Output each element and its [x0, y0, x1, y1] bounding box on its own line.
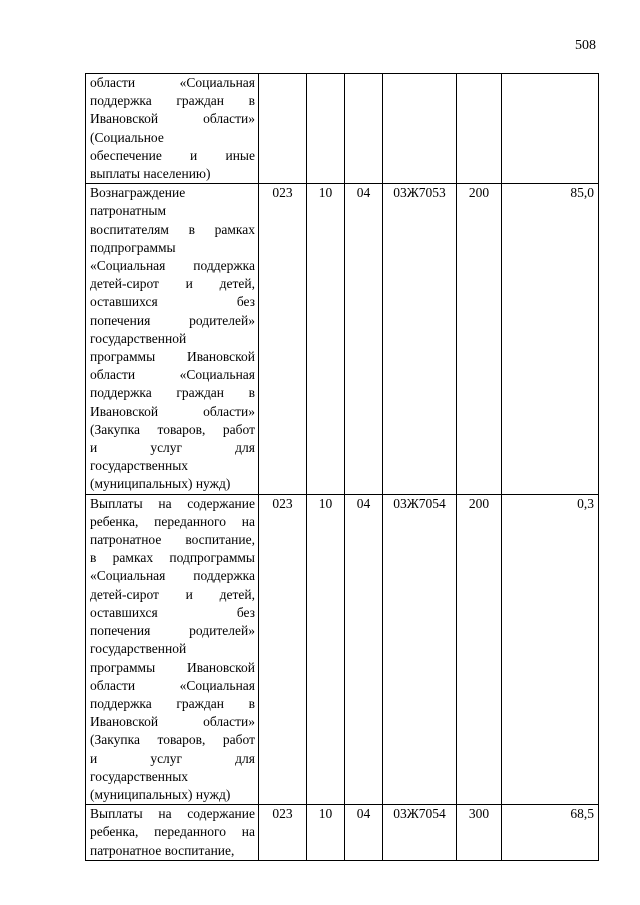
description-line: (муниципальных) нужд)	[90, 476, 231, 492]
subsection-code-cell: 04	[345, 494, 383, 804]
target-article-code-cell: 03Ж7053	[383, 184, 457, 494]
description-line: детей-сирот и детей,	[90, 276, 255, 292]
page-number: 508	[575, 38, 596, 53]
description-line: программы Ивановской	[90, 349, 255, 365]
table-row	[86, 494, 599, 804]
subsection-code-cell: 04	[345, 805, 383, 861]
description-line: поддержка граждан в	[90, 695, 255, 711]
description-line: подпрограммы	[90, 239, 176, 255]
section-code-cell: 10	[307, 184, 345, 494]
table-row	[86, 74, 599, 184]
description-line: патронатным	[90, 203, 167, 219]
description-line: государственной	[90, 330, 187, 346]
description-line: Вознаграждение	[90, 185, 186, 201]
description-line: попечения родителей»	[90, 623, 255, 639]
description-line: области «Социальная	[90, 75, 255, 90]
amount-cell: 0,3	[502, 494, 599, 804]
table-row	[86, 184, 599, 494]
description-line: государственных	[90, 768, 189, 784]
description-line: оставшихся без	[90, 604, 255, 620]
description-line: Выплаты на содержание	[90, 495, 255, 511]
description-line: Ивановской области»	[90, 403, 255, 419]
amount-cell: 85,0	[502, 184, 599, 494]
description-line: детей-сирот и детей,	[90, 586, 255, 602]
description-line: области «Социальная	[90, 367, 255, 383]
description-line: государственных	[90, 458, 189, 474]
target-article-code-cell: 03Ж7054	[383, 805, 457, 861]
ministry-code-cell	[259, 74, 307, 184]
description-cell	[86, 805, 259, 861]
description-line: «Социальная поддержка	[90, 258, 255, 274]
description-line: (муниципальных) нужд)	[90, 786, 231, 802]
expense-type-code-cell	[457, 74, 502, 184]
description-line: оставшихся без	[90, 294, 255, 310]
ministry-code-cell: 023	[259, 805, 307, 861]
description-line: ребенка, переданного на	[90, 824, 255, 840]
description-line: воспитателям в рамках	[90, 221, 255, 237]
ministry-code-cell: 023	[259, 494, 307, 804]
description-cell	[86, 184, 259, 494]
description-cell	[86, 494, 259, 804]
description-line: выплаты населению)	[90, 166, 211, 182]
description-line: Ивановской области»	[90, 714, 255, 730]
description-line: (Социальное	[90, 129, 164, 145]
description-line: (Закупка товаров, работ	[90, 732, 255, 748]
section-code-cell	[307, 74, 345, 184]
budget-table	[85, 73, 599, 861]
amount-cell: 68,5	[502, 805, 599, 861]
description-line: и услуг для	[90, 750, 255, 766]
description-line: «Социальная поддержка	[90, 568, 255, 584]
description-line: Ивановской области»	[90, 111, 255, 127]
expense-type-code-cell: 200	[457, 184, 502, 494]
expense-type-code-cell: 300	[457, 805, 502, 861]
description-line: и услуг для	[90, 440, 255, 456]
description-line: программы Ивановской	[90, 659, 255, 675]
subsection-code-cell: 04	[345, 184, 383, 494]
section-code-cell: 10	[307, 494, 345, 804]
description-line: в рамках подпрограммы	[90, 550, 255, 566]
description-line: патронатное воспитание,	[90, 842, 235, 858]
description-line: поддержка граждан в	[90, 385, 255, 401]
description-line: патронатное воспитание,	[90, 532, 255, 548]
description-cell	[86, 74, 259, 184]
table-row	[86, 805, 599, 861]
target-article-code-cell	[383, 74, 457, 184]
description-line: поддержка граждан в	[90, 93, 255, 109]
target-article-code-cell: 03Ж7054	[383, 494, 457, 804]
budget-table-body	[86, 74, 599, 861]
description-line: области «Социальная	[90, 677, 255, 693]
amount-cell	[502, 74, 599, 184]
ministry-code-cell: 023	[259, 184, 307, 494]
description-line: (Закупка товаров, работ	[90, 421, 255, 437]
expense-type-code-cell: 200	[457, 494, 502, 804]
description-line: ребенка, переданного на	[90, 513, 255, 529]
description-line: попечения родителей»	[90, 312, 255, 328]
description-line: Выплаты на содержание	[90, 806, 255, 822]
subsection-code-cell	[345, 74, 383, 184]
description-line: обеспечение и иные	[90, 147, 255, 163]
section-code-cell: 10	[307, 805, 345, 861]
description-line: государственной	[90, 641, 187, 657]
